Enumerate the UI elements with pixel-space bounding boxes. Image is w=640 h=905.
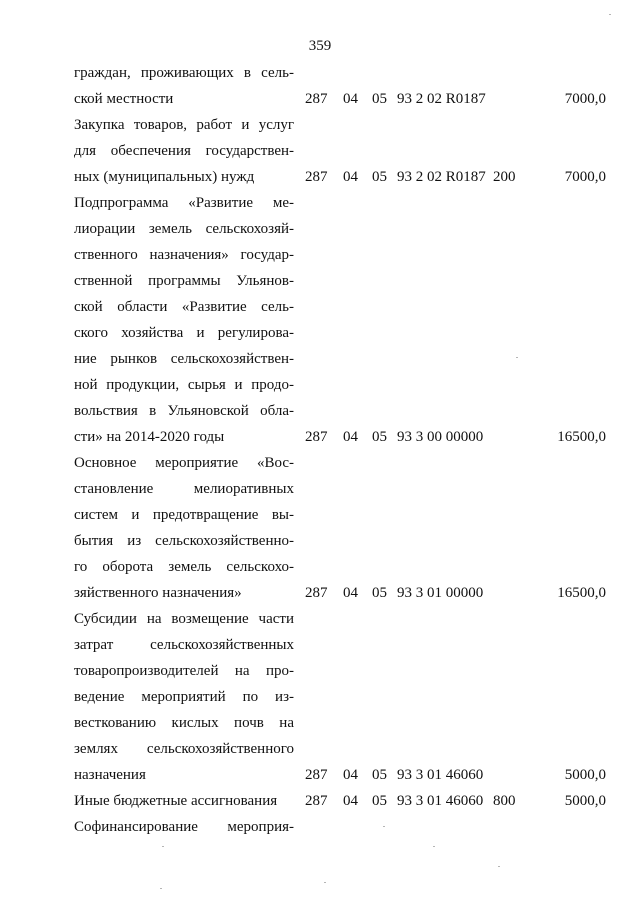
item-name-line: назначения	[74, 767, 146, 783]
grbs-code: 287	[305, 793, 328, 809]
grbs-code: 287	[305, 585, 328, 601]
section-code: 04	[343, 429, 358, 445]
item-name-line: ской местности	[74, 91, 174, 107]
item-name-line: граждан, проживающих в сель-	[74, 65, 294, 81]
item-name-line: ных (муниципальных) нужд	[74, 169, 255, 185]
table-row	[0, 190, 640, 450]
item-name-line: зяйственного назначения»	[74, 585, 242, 601]
item-name-line: лиорации земель сельскохозяй-	[74, 221, 294, 237]
item-name-line: землях сельскохозяйственного	[74, 741, 294, 757]
item-name	[74, 814, 294, 840]
section-code: 04	[343, 585, 358, 601]
item-name-line: го оборота земель сельскохо-	[74, 559, 294, 575]
amount: 7000,0	[564, 169, 606, 185]
section-code: 04	[343, 169, 358, 185]
item-name-line: ской области «Развитие сель-	[74, 299, 294, 315]
scan-speck	[162, 846, 164, 847]
item-name-line: затрат сельскохозяйственных	[74, 637, 294, 653]
subsection-code: 05	[372, 793, 387, 809]
scan-speck	[160, 888, 162, 889]
page-number: 359	[308, 38, 332, 54]
scan-speck	[433, 846, 435, 847]
item-name-line: товаропроизводителей на про-	[74, 663, 294, 679]
target-article-code: 93 3 01 46060	[397, 767, 484, 783]
item-name-line: бытия из сельскохозяйственно-	[74, 533, 294, 549]
item-name-line: Закупка товаров, работ и услуг	[74, 117, 294, 133]
item-name-line: ственной программы Ульянов-	[74, 273, 294, 289]
grbs-code: 287	[305, 169, 328, 185]
subsection-code: 05	[372, 169, 387, 185]
subsection-code: 05	[372, 429, 387, 445]
expense-type-code: 200	[493, 169, 516, 185]
item-name-line: Софинансирование мероприя-	[74, 819, 294, 835]
scan-speck	[498, 866, 500, 867]
item-name	[74, 606, 294, 788]
target-article-code: 93 3 01 46060	[397, 793, 484, 809]
item-name	[74, 450, 294, 606]
item-name-line: становление мелиоративных	[74, 481, 294, 497]
amount: 7000,0	[564, 91, 606, 107]
scan-speck	[383, 826, 385, 827]
section-code: 04	[343, 793, 358, 809]
grbs-code: 287	[305, 767, 328, 783]
target-article-code: 93 2 02 R0187	[397, 169, 486, 185]
table-row	[0, 112, 640, 190]
target-article-code: 93 3 00 00000	[397, 429, 484, 445]
subsection-code: 05	[372, 767, 387, 783]
item-name-line: для обеспечения государствен-	[74, 143, 294, 159]
item-name-line: ственного назначения» государ-	[74, 247, 294, 263]
subsection-code: 05	[372, 585, 387, 601]
scan-speck	[609, 14, 611, 15]
table-row	[0, 814, 640, 840]
grbs-code: 287	[305, 429, 328, 445]
item-name-line: сти» на 2014-2020 годы	[74, 429, 225, 445]
item-name	[74, 112, 294, 190]
table-row	[0, 606, 640, 788]
target-article-code: 93 2 02 R0187	[397, 91, 486, 107]
item-name-line: систем и предотвращение вы-	[74, 507, 294, 523]
item-name	[74, 190, 294, 450]
item-name-line: ной продукции, сырья и продо-	[74, 377, 294, 393]
target-article-code: 93 3 01 00000	[397, 585, 484, 601]
item-name-line: ского хозяйства и регулирова-	[74, 325, 294, 341]
section-code: 04	[343, 91, 358, 107]
scan-speck	[516, 357, 518, 358]
expense-type-code: 800	[493, 793, 516, 809]
item-name-line: весткованию кислых почв на	[74, 715, 294, 731]
item-name-line: Основное мероприятие «Вос-	[74, 455, 294, 471]
item-name-line: Субсидии на возмещение части	[74, 611, 294, 627]
amount: 5000,0	[564, 793, 606, 809]
item-name-line: вольствия в Ульяновской обла-	[74, 403, 294, 419]
amount: 16500,0	[557, 429, 606, 445]
table-row	[0, 788, 640, 814]
subsection-code: 05	[372, 91, 387, 107]
grbs-code: 287	[305, 91, 328, 107]
item-name-line: Подпрограмма «Развитие ме-	[74, 195, 294, 211]
item-name	[74, 788, 294, 814]
amount: 5000,0	[564, 767, 606, 783]
amount: 16500,0	[557, 585, 606, 601]
table-row	[0, 450, 640, 606]
table-row	[0, 60, 640, 112]
item-name	[74, 60, 294, 112]
item-name-line: ние рынков сельскохозяйствен-	[74, 351, 294, 367]
item-name-line: Иные бюджетные ассигнования	[74, 793, 278, 809]
scan-speck	[324, 882, 326, 883]
section-code: 04	[343, 767, 358, 783]
item-name-line: ведение мероприятий по из-	[74, 689, 294, 705]
